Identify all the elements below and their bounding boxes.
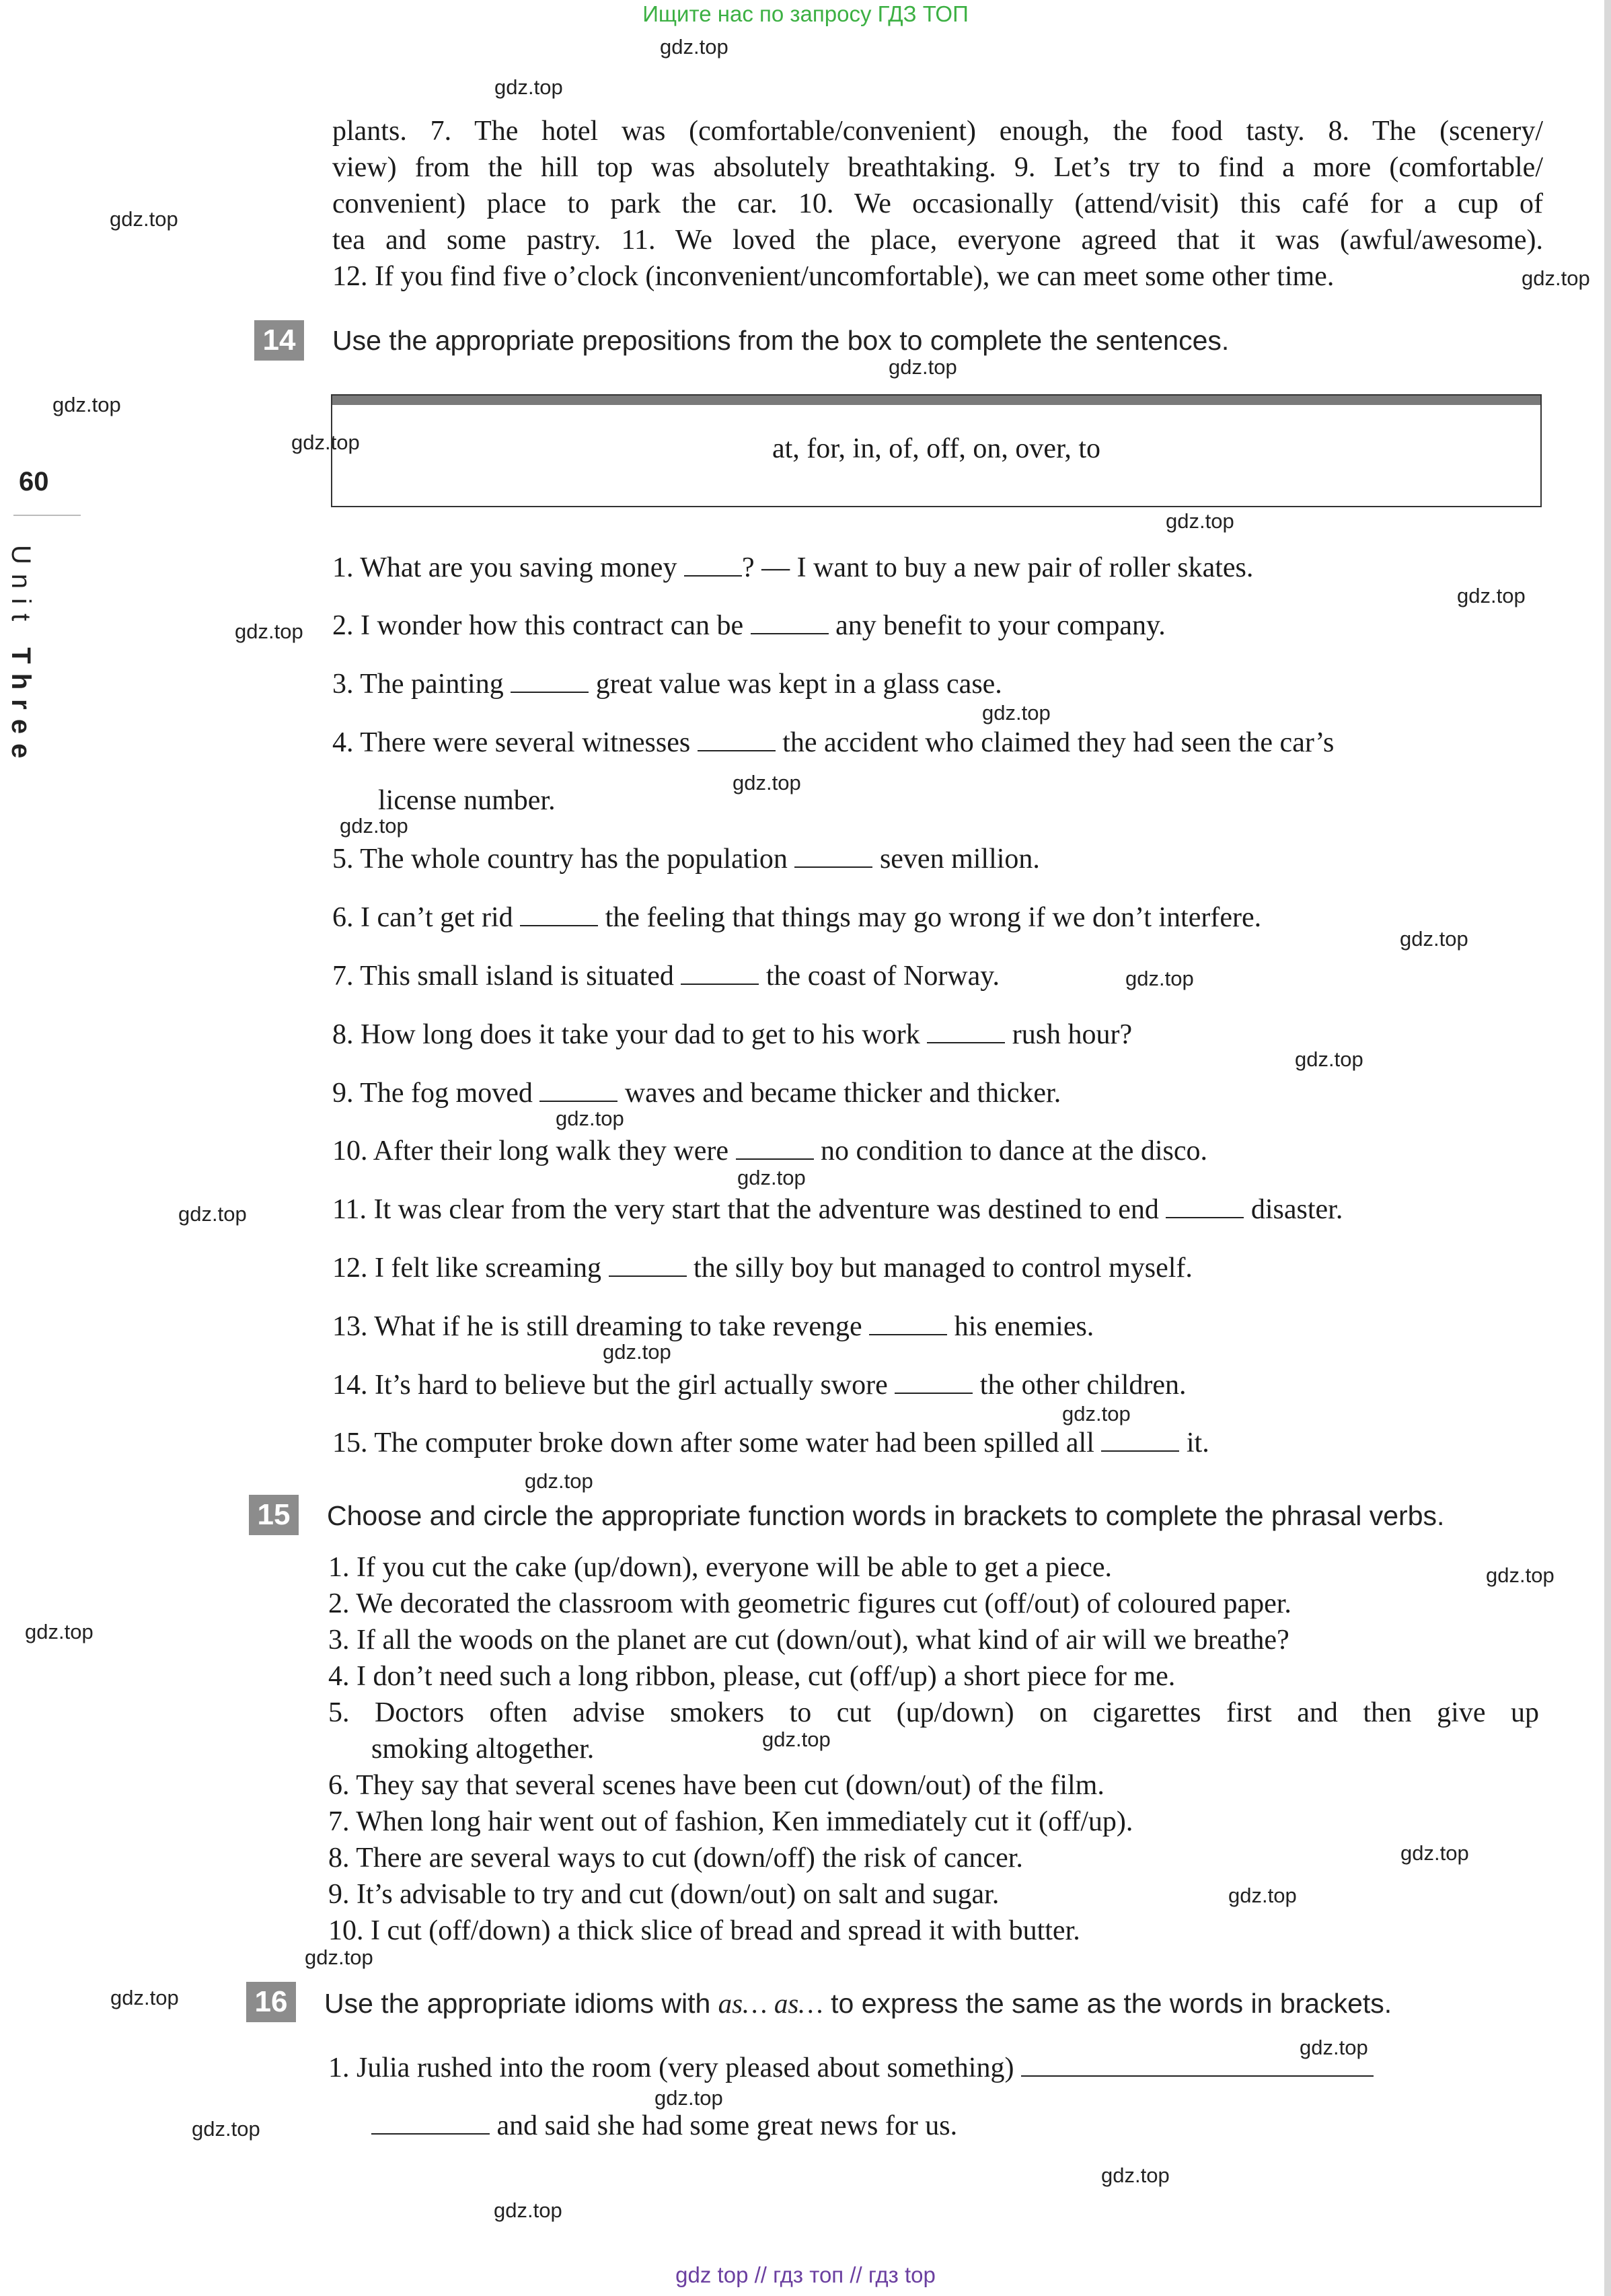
item-number: 6. <box>332 902 354 933</box>
exercise-14-item <box>332 1077 1061 1109</box>
answer-blank[interactable] <box>684 552 742 577</box>
instruction-idiom: as… as… <box>718 1988 823 2019</box>
exercise-15-item[interactable]: 10. I cut (off/down) a thick slice of bread and spread it with butter. <box>328 1915 1080 1946</box>
item-text: waves and became thicker and thicker. <box>617 1078 1061 1109</box>
item-text: no condition to dance at the disco. <box>813 1136 1208 1166</box>
item-text: I wonder how this contract can be <box>361 610 751 641</box>
answer-blank[interactable] <box>895 1370 973 1394</box>
watermark: gdz.top <box>235 620 303 643</box>
item-text: After their long walk they were <box>373 1136 736 1166</box>
item-text: I can’t get rid <box>361 902 521 933</box>
watermark: gdz.top <box>305 1946 373 1969</box>
page-binding-strip <box>1604 0 1611 2296</box>
watermark: gdz.top <box>1486 1563 1554 1587</box>
item-number: 8. <box>332 1019 354 1050</box>
exercise-14-item <box>332 727 1334 759</box>
watermark: gdz.top <box>110 1986 179 2009</box>
watermark: gdz.top <box>1295 1047 1363 1071</box>
answer-blank[interactable] <box>1021 2052 1374 2077</box>
watermark: gdz.top <box>1300 2036 1368 2059</box>
item-number: 3. <box>332 669 354 700</box>
item-text: It’s hard to believe but the girl actually swore <box>375 1370 895 1401</box>
item-text: disaster. <box>1244 1194 1343 1225</box>
watermark: gdz.top <box>660 35 728 59</box>
watermark: gdz.top <box>1400 927 1468 951</box>
answer-blank[interactable] <box>794 844 872 868</box>
footer-links[interactable]: gdz top // гдз топ // гдз top <box>675 2262 936 2287</box>
exercise-16-item <box>328 2052 1374 2084</box>
item-text: What are you saving money <box>360 552 684 583</box>
item-text: The computer broke down after some water had been spilled all <box>374 1428 1102 1458</box>
exercise-15-item[interactable]: 5. Doctors often advise smokers to cut (up/down) on cigarettes first and then give up <box>328 1697 1539 1728</box>
exercise-16-instruction <box>324 1987 1392 2020</box>
item-text: What if he is still dreaming to take revenge <box>374 1311 870 1342</box>
answer-blank[interactable] <box>681 961 759 985</box>
exercise-15-item-continuation: smoking altogether. <box>371 1734 595 1765</box>
answer-blank[interactable] <box>371 2110 490 2135</box>
item-number: 11. <box>332 1194 367 1225</box>
unit-label-word: Unit <box>6 545 36 631</box>
item-number: 15. <box>332 1428 368 1458</box>
watermark: gdz.top <box>1457 584 1526 607</box>
item-text: his enemies. <box>947 1311 1094 1342</box>
item-text: any benefit to your company. <box>828 610 1166 641</box>
watermark: gdz.top <box>1400 1841 1469 1865</box>
paragraph-line: plants. 7. The hotel was (comfortable/convenient) enough, the food tasty. 8. The (scenery/ <box>332 116 1543 147</box>
margin-divider <box>13 515 81 516</box>
answer-blank[interactable] <box>736 1136 814 1160</box>
unit-label <box>5 545 36 768</box>
exercise-14-item <box>332 552 1253 584</box>
item-text: The painting <box>360 669 511 700</box>
watermark: gdz.top <box>733 771 801 794</box>
item-text: the silly boy but managed to control myself. <box>686 1253 1193 1284</box>
answer-blank[interactable] <box>609 1253 687 1277</box>
exercise-15-item[interactable]: 3. If all the woods on the planet are cut (down/out), what kind of air will we breathe? <box>328 1625 1289 1656</box>
exercise-14-item <box>332 1369 1187 1401</box>
answer-blank[interactable] <box>1166 1194 1244 1218</box>
paragraph-line: tea and some pastry. 11. We loved the place, everyone agreed that it was (awful/awesome). <box>332 225 1543 256</box>
exercise-14-item <box>332 1135 1207 1167</box>
watermark: gdz.top <box>889 355 957 379</box>
exercise-14-item-continuation: license number. <box>378 785 556 816</box>
watermark: gdz.top <box>291 431 360 454</box>
item-number: 13. <box>332 1311 368 1342</box>
item-text: ? — I want to buy a new pair of roller skates. <box>741 552 1254 583</box>
item-text: seven million. <box>872 844 1040 875</box>
paragraph-line: 12. If you find five o’clock (inconvenient/uncomfortable), we can meet some other time. <box>332 261 1335 292</box>
page-number: 60 <box>19 467 49 496</box>
exercise-14-item <box>332 1252 1193 1284</box>
paragraph-line: convenient) place to park the car. 10. We occasionally (attend/visit) this café for a cup of <box>332 188 1543 219</box>
answer-blank[interactable] <box>539 1078 617 1102</box>
watermark: gdz.top <box>1228 1884 1297 1907</box>
watermark: gdz.top <box>556 1107 624 1130</box>
watermark: gdz.top <box>52 393 121 416</box>
watermark: gdz.top <box>525 1469 593 1493</box>
answer-blank[interactable] <box>511 669 589 693</box>
carryover-paragraph <box>332 113 1543 295</box>
item-number: 12. <box>332 1253 368 1284</box>
exercise-14-item <box>332 668 1002 700</box>
answer-blank[interactable] <box>869 1311 947 1335</box>
item-text: the feeling that things may go wrong if we don’t interfere. <box>598 902 1262 933</box>
watermark: gdz.top <box>982 701 1051 725</box>
item-text: it. <box>1179 1428 1209 1458</box>
exercise-15-item[interactable]: 4. I don’t need such a long ribbon, please, cut (off/up) a short piece for me. <box>328 1661 1176 1692</box>
exercise-16-item-continuation <box>371 2110 957 2142</box>
exercise-15-item[interactable]: 2. We decorated the classroom with geometric figures cut (off/out) of coloured paper. <box>328 1588 1291 1619</box>
item-text: This small island is situated <box>360 961 681 992</box>
exercise-15-item[interactable]: 1. If you cut the cake (up/down), everyone will be able to get a piece. <box>328 1552 1113 1583</box>
watermark: gdz.top <box>654 2086 723 2110</box>
exercise-14-item <box>332 901 1261 934</box>
item-number: 10. <box>332 1136 368 1166</box>
item-number: 7. <box>332 961 354 992</box>
item-text: the other children. <box>973 1370 1187 1401</box>
item-text: the coast of Norway. <box>759 961 1000 992</box>
watermark: gdz.top <box>1125 967 1194 990</box>
instruction-text: Use the appropriate idioms with <box>324 1988 718 2019</box>
watermark: gdz.top <box>1166 509 1234 533</box>
answer-blank[interactable] <box>927 1019 1005 1043</box>
item-text: How long does it take your dad to get to his work <box>361 1019 928 1050</box>
exercise-15-item[interactable]: 7. When long hair went out of fashion, Ken immediately cut it (off/up). <box>328 1806 1133 1837</box>
exercise-14-item <box>332 960 1000 992</box>
watermark: gdz.top <box>340 814 408 838</box>
exercise-14-item <box>332 609 1166 642</box>
watermark: gdz.top <box>494 2198 562 2222</box>
watermark: gdz.top <box>737 1166 806 1189</box>
exercise-14-number: 14 <box>254 320 304 361</box>
item-number: 5. <box>332 844 354 875</box>
item-number: 9. <box>332 1078 354 1109</box>
search-banner[interactable]: Ищите нас по запросу ГДЗ ТОП <box>642 1 969 26</box>
item-text: It was clear from the very start that the adventure was destined to end <box>373 1194 1166 1225</box>
unit-label-number: Three <box>6 647 36 768</box>
exercise-15-item[interactable]: 6. They say that several scenes have been cut (down/out) of the film. <box>328 1770 1104 1801</box>
item-text: The fog moved <box>360 1078 540 1109</box>
watermark: gdz.top <box>178 1202 247 1226</box>
watermark: gdz.top <box>25 1620 93 1643</box>
exercise-14-item <box>332 1310 1094 1343</box>
word-box-words: at, for, in, of, off, on, over, to <box>772 433 1101 464</box>
exercise-15-item[interactable]: 8. There are several ways to cut (down/off) the risk of cancer. <box>328 1843 1023 1874</box>
watermark: gdz.top <box>1062 1402 1131 1425</box>
word-box-header-bar <box>332 396 1540 405</box>
exercise-14-item <box>332 1427 1209 1459</box>
exercise-15-number: 15 <box>249 1495 299 1535</box>
item-text: I felt like screaming <box>375 1253 609 1284</box>
item-number: 4. <box>332 727 354 758</box>
exercise-15-item[interactable]: 9. It’s advisable to try and cut (down/out) on salt and sugar. <box>328 1879 1000 1910</box>
watermark: gdz.top <box>110 207 178 231</box>
item-text: The whole country has the population <box>360 844 795 875</box>
item-text: 1. Julia rushed into the room (very pleased about something) <box>328 2052 1021 2083</box>
answer-blank[interactable] <box>520 902 598 926</box>
paragraph-line: view) from the hill top was absolutely breathtaking. 9. Let’s try to find a more (comfortable/ <box>332 152 1543 183</box>
watermark: gdz.top <box>1522 266 1590 290</box>
exercise-14-item <box>332 843 1040 875</box>
item-text: the accident who claimed they had seen the car’s <box>775 727 1335 758</box>
item-number: 14. <box>332 1370 368 1401</box>
answer-blank[interactable] <box>751 610 829 634</box>
exercise-14-instruction: Use the appropriate prepositions from the box to complete the sentences. <box>332 325 1230 356</box>
item-text: rush hour? <box>1005 1019 1133 1050</box>
item-text: There were several witnesses <box>360 727 698 758</box>
watermark: gdz.top <box>603 1340 671 1364</box>
exercise-16-number: 16 <box>246 1982 296 2022</box>
answer-blank[interactable] <box>1101 1428 1179 1452</box>
exercise-15-instruction: Choose and circle the appropriate function words in brackets to complete the phrasal verbs. <box>327 1500 1445 1531</box>
word-box <box>331 394 1542 507</box>
watermark: gdz.top <box>762 1728 831 1751</box>
watermark: gdz.top <box>192 2117 260 2141</box>
item-number: 1. <box>332 552 354 583</box>
watermark: gdz.top <box>494 75 563 99</box>
watermark: gdz.top <box>1101 2163 1170 2187</box>
item-number: 2. <box>332 610 354 641</box>
exercise-14-item <box>332 1193 1343 1226</box>
answer-blank[interactable] <box>698 727 776 751</box>
item-text: great value was kept in a glass case. <box>589 669 1002 700</box>
instruction-text: to express the same as the words in brackets. <box>823 1988 1392 2019</box>
item-text: and said she had some great news for us. <box>490 2110 958 2141</box>
exercise-14-item <box>332 1019 1132 1051</box>
